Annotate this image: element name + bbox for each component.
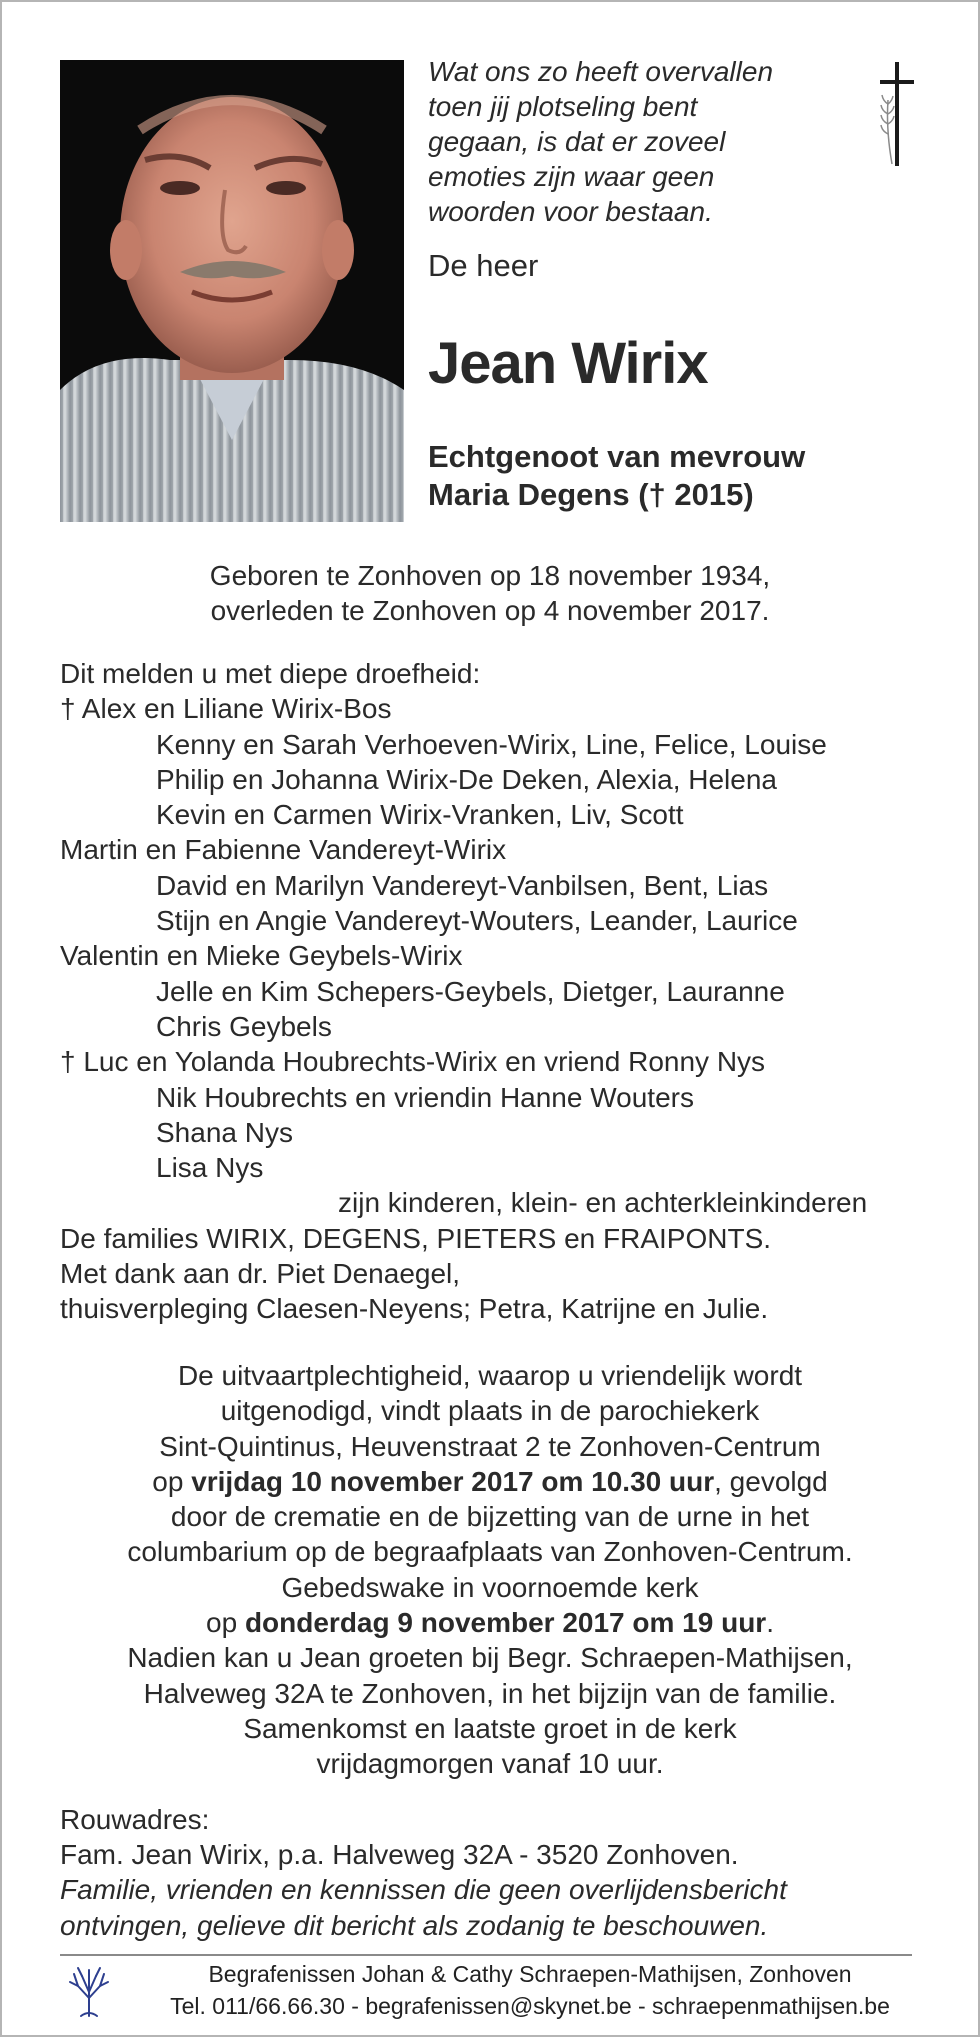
memorial-quote bbox=[428, 54, 848, 229]
vigil-date: donderdag 9 november 2017 om 19 uur bbox=[244, 1607, 767, 1639]
family-line: Met dank aan dr. Piet Denaegel, bbox=[60, 1258, 461, 1290]
notice-line: ontvingen, gelieve dit bericht als zodanig te beschouwen. bbox=[60, 1909, 769, 1941]
cross-with-wheat-icon bbox=[872, 60, 922, 170]
family-line: Martin en Fabienne Vandereyt-Wirix bbox=[60, 834, 507, 866]
portrait-photo bbox=[60, 60, 404, 522]
spouse-line: Echtgenoot van mevrouw bbox=[428, 439, 806, 474]
family-line: Jelle en Kim Schepers-Geybels, Dietger, Lauranne bbox=[156, 975, 785, 1007]
family-line: Stijn en Angie Vandereyt-Wouters, Leander, Laurice bbox=[156, 905, 798, 937]
footer-divider bbox=[60, 1954, 912, 1956]
tree-logo-icon bbox=[64, 1962, 114, 2018]
family-line: De families WIRIX, DEGENS, PIETERS en FRAIPONTS. bbox=[60, 1222, 772, 1254]
family-list bbox=[60, 656, 960, 1327]
notice-line: Familie, vrienden en kennissen die geen overlijdensbericht bbox=[60, 1874, 787, 1906]
ceremony-line: Halveweg 32A te Zonhoven, in het bijzijn van de familie. bbox=[143, 1677, 837, 1709]
ceremony-line: Nadien kan u Jean groeten bij Begr. Schraepen-Mathijsen, bbox=[127, 1642, 853, 1674]
spouse-line: Maria Degens († 2015) bbox=[428, 477, 754, 512]
salutation: De heer bbox=[428, 248, 539, 283]
funeral-home-contact: Tel. 011/66.66.30 - begrafenissen@skynet.be - schraepenmathijsen.be bbox=[170, 1993, 890, 2019]
family-line: Chris Geybels bbox=[156, 1010, 332, 1042]
quote-line: gegaan, is dat er zoveel bbox=[428, 126, 726, 157]
ceremony-line: Samenkomst en laatste groet in de kerk bbox=[243, 1712, 737, 1744]
funeral-date: vrijdag 10 november 2017 om 10.30 uur bbox=[191, 1465, 715, 1497]
birth-line: Geboren te Zonhoven op 18 november 1934, bbox=[209, 560, 771, 591]
spouse-info bbox=[428, 438, 805, 514]
family-line: Shana Nys bbox=[156, 1116, 293, 1148]
quote-line: toen jij plotseling bent bbox=[428, 91, 698, 122]
ceremony-text: op bbox=[152, 1465, 192, 1497]
family-line: David en Marilyn Vandereyt-Vanbilsen, Bent, Lias bbox=[156, 869, 769, 901]
family-line: Valentin en Mieke Geybels-Wirix bbox=[60, 940, 463, 972]
address-label: Rouwadres: bbox=[60, 1804, 210, 1835]
funeral-home-footer bbox=[120, 1958, 940, 2022]
family-line: Dit melden u met diepe droefheid: bbox=[60, 658, 481, 689]
quote-line: Wat ons zo heeft overvallen bbox=[428, 56, 774, 87]
death-line: overleden te Zonhoven op 4 november 2017. bbox=[210, 595, 770, 626]
ceremony-line bbox=[2, 1605, 978, 1640]
ceremony-text: op bbox=[206, 1607, 245, 1639]
family-line: Kenny en Sarah Verhoeven-Wirix, Line, Felice, Louise bbox=[156, 728, 827, 760]
funeral-home-name: Begrafenissen Johan & Cathy Schraepen-Mathijsen, Zonhoven bbox=[208, 1961, 852, 1987]
ceremony-line: vrijdagmorgen vanaf 10 uur. bbox=[316, 1748, 664, 1780]
ceremony-text: , gevolgd bbox=[714, 1465, 828, 1497]
ceremony-line: De uitvaartplechtigheid, waarop u vriendelijk wordt bbox=[177, 1360, 803, 1391]
family-line: zijn kinderen, klein- en achterkleinkinderen bbox=[338, 1187, 868, 1219]
ceremony-line bbox=[2, 1464, 978, 1499]
family-line: thuisverpleging Claesen-Neyens; Petra, Katrijne en Julie. bbox=[60, 1293, 769, 1325]
family-line: Nik Houbrechts en vriendin Hanne Wouters bbox=[156, 1081, 694, 1113]
address-line: Fam. Jean Wirix, p.a. Halveweg 32A - 3520 Zonhoven. bbox=[60, 1839, 739, 1871]
birth-death-dates bbox=[2, 558, 978, 628]
family-line: Lisa Nys bbox=[156, 1152, 264, 1184]
ceremony-details bbox=[2, 1358, 978, 1782]
family-line: † Alex en Liliane Wirix-Bos bbox=[60, 693, 392, 725]
ceremony-line: Sint-Quintinus, Heuvenstraat 2 te Zonhoven-Centrum bbox=[159, 1430, 821, 1462]
ceremony-text: . bbox=[766, 1607, 774, 1639]
quote-line: woorden voor bestaan. bbox=[428, 196, 713, 227]
family-line: † Luc en Yolanda Houbrechts-Wirix en vriend Ronny Nys bbox=[60, 1046, 766, 1078]
family-line: Kevin en Carmen Wirix-Vranken, Liv, Scott bbox=[156, 799, 684, 831]
deceased-name: Jean Wirix bbox=[428, 331, 708, 396]
quote-line: emoties zijn waar geen bbox=[428, 161, 715, 192]
family-line: Philip en Johanna Wirix-De Deken, Alexia, Helena bbox=[156, 763, 777, 795]
ceremony-line: columbarium op de begraafplaats van Zonhoven-Centrum. bbox=[127, 1536, 853, 1568]
ceremony-line: Gebedswake in voornoemde kerk bbox=[281, 1571, 699, 1603]
mourning-address bbox=[60, 1802, 787, 1943]
ceremony-line: uitgenodigd, vindt plaats in de parochiekerk bbox=[220, 1395, 760, 1427]
ceremony-line: door de crematie en de bijzetting van de urne in het bbox=[170, 1501, 810, 1533]
